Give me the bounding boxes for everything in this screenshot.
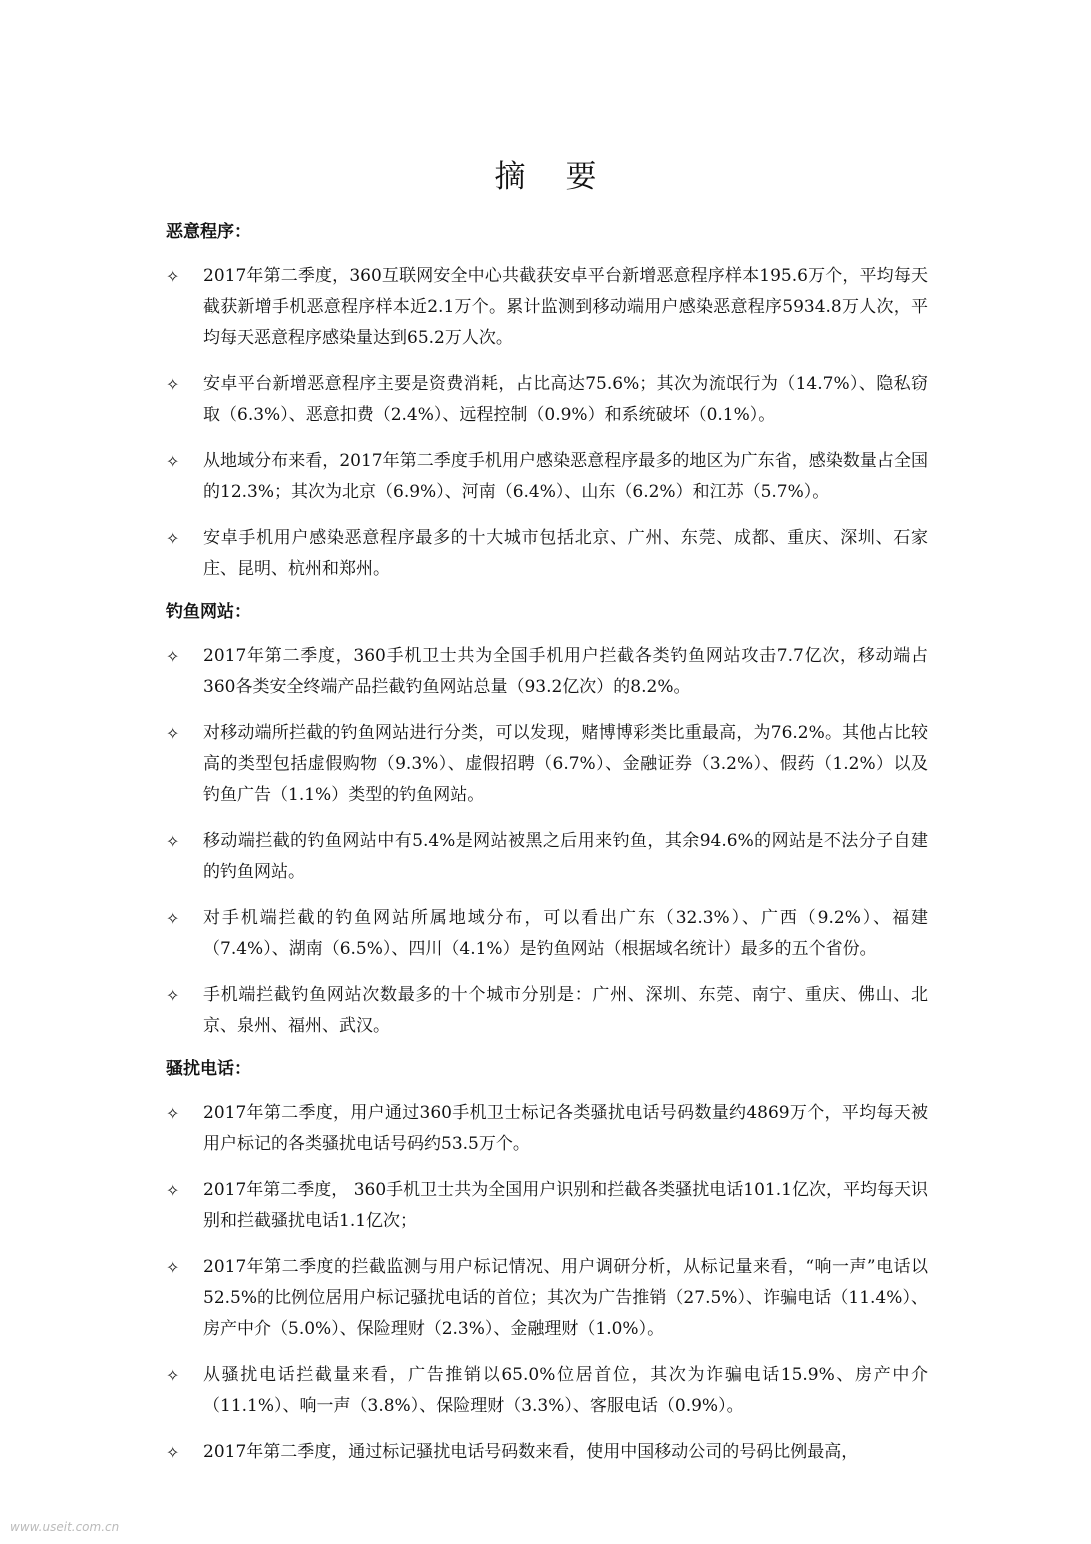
bullet-star-icon: ✧ bbox=[166, 986, 180, 1005]
bullet-star-icon: ✧ bbox=[166, 724, 180, 743]
page-title: 摘要 bbox=[494, 159, 637, 195]
bullet-star-icon: ✧ bbox=[166, 909, 180, 928]
document-content bbox=[166, 220, 928, 1483]
bullet-star-icon: ✧ bbox=[166, 1104, 180, 1123]
bullet-text: 2017年第二季度， 360手机卫士共为全国用户识别和拦截各类骚扰电话101.1亿次，平均每天识别和拦截骚扰电话1.1亿次； bbox=[203, 1180, 928, 1231]
section-heading: 钓鱼网站： bbox=[166, 602, 251, 622]
bullet-text: 移动端拦截的钓鱼网站中有5.4%是网站被黑之后用来钓鱼，其余94.6%的网站是不法分子自建的钓鱼网站。 bbox=[203, 831, 928, 882]
bullet-text: 对移动端所拦截的钓鱼网站进行分类，可以发现，赌博博彩类比重最高，为76.2%。其他占比较高的类型包括虚假购物（9.3%）、虚假招聘（6.7%）、金融证券（3.2%）、假药（1.2%）以及钓鱼广告（1.1%）类型的钓鱼网站。 bbox=[203, 723, 928, 805]
bullet-star-icon: ✧ bbox=[166, 1366, 180, 1385]
bullet-item bbox=[166, 641, 928, 703]
bullet-text: 安卓平台新增恶意程序主要是资费消耗，占比高达75.6%；其次为流氓行为（14.7%）、隐私窃取（6.3%）、恶意扣费（2.4%）、远程控制（0.9%）和系统破坏（0.1%）。 bbox=[203, 374, 928, 425]
watermark: www.useit.com.cn bbox=[10, 1520, 120, 1534]
bullet-text: 2017年第二季度，360互联网安全中心共截获安卓平台新增恶意程序样本195.6万个，平均每天截获新增手机恶意程序样本近2.1万个。累计监测到移动端用户感染恶意程序5934.8万人次，平均每天恶意程序感染量达到65.2万人次。 bbox=[203, 266, 928, 348]
bullet-star-icon: ✧ bbox=[166, 452, 180, 471]
bullet-star-icon: ✧ bbox=[166, 1443, 180, 1462]
bullet-item bbox=[166, 1098, 928, 1160]
bullet-item bbox=[166, 826, 928, 888]
section-heading: 骚扰电话： bbox=[166, 1059, 251, 1079]
bullet-star-icon: ✧ bbox=[166, 375, 180, 394]
bullet-item bbox=[166, 1360, 928, 1422]
bullet-text: 2017年第二季度的拦截监测与用户标记情况、用户调研分析，从标记量来看，“响一声”电话以52.5%的比例位居用户标记骚扰电话的首位；其次为广告推销（27.5%）、诈骗电话（11.4%）、房产中介（5.0%）、保险理财（2.3%）、金融理财（1.0%）。 bbox=[203, 1257, 928, 1339]
bullet-text: 从骚扰电话拦截量来看，广告推销以65.0%位居首位，其次为诈骗电话15.9%、房产中介（11.1%）、响一声（3.8%）、保险理财（3.3%）、客服电话（0.9%）。 bbox=[203, 1365, 928, 1416]
bullet-star-icon: ✧ bbox=[166, 1258, 180, 1277]
section-phishing bbox=[166, 600, 928, 1042]
bullet-item bbox=[166, 718, 928, 811]
bullet-item bbox=[166, 523, 928, 585]
bullet-text: 2017年第二季度，通过标记骚扰电话号码数来看，使用中国移动公司的号码比例最高， bbox=[203, 1442, 859, 1462]
bullet-star-icon: ✧ bbox=[166, 647, 180, 666]
bullet-item bbox=[166, 261, 928, 354]
bullet-item bbox=[166, 980, 928, 1042]
bullet-text: 2017年第二季度，360手机卫士共为全国手机用户拦截各类钓鱼网站攻击7.7亿次，移动端占360各类安全终端产品拦截钓鱼网站总量（93.2亿次）的8.2%。 bbox=[203, 646, 928, 697]
bullet-text: 对手机端拦截的钓鱼网站所属地域分布，可以看出广东（32.3%）、广西（9.2%）、福建（7.4%）、湖南（6.5%）、四川（4.1%）是钓鱼网站（根据域名统计）最多的五个省份。 bbox=[203, 908, 928, 959]
section-malware bbox=[166, 220, 928, 585]
section-heading: 恶意程序： bbox=[166, 222, 251, 242]
bullet-star-icon: ✧ bbox=[166, 1181, 180, 1200]
bullet-item bbox=[166, 369, 928, 431]
section-harassing-calls bbox=[166, 1057, 928, 1468]
bullet-text: 手机端拦截钓鱼网站次数最多的十个城市分别是：广州、深圳、东莞、南宁、重庆、佛山、北京、泉州、福州、武汉。 bbox=[203, 985, 928, 1036]
bullet-star-icon: ✧ bbox=[166, 267, 180, 286]
bullet-star-icon: ✧ bbox=[166, 832, 180, 851]
bullet-text: 安卓手机用户感染恶意程序最多的十大城市包括北京、广州、东莞、成都、重庆、深圳、石家庄、昆明、杭州和郑州。 bbox=[203, 528, 928, 579]
bullet-item bbox=[166, 446, 928, 508]
bullet-star-icon: ✧ bbox=[166, 529, 180, 548]
bullet-item bbox=[166, 1252, 928, 1345]
bullet-item bbox=[166, 903, 928, 965]
bullet-text: 2017年第二季度，用户通过360手机卫士标记各类骚扰电话号码数量约4869万个，平均每天被用户标记的各类骚扰电话号码约53.5万个。 bbox=[203, 1103, 928, 1154]
bullet-text: 从地域分布来看，2017年第二季度手机用户感染恶意程序最多的地区为广东省，感染数量占全国的12.3%；其次为北京（6.9%）、河南（6.4%）、山东（6.2%）和江苏（5.7%）。 bbox=[203, 451, 928, 502]
bullet-item bbox=[166, 1175, 928, 1237]
bullet-item bbox=[166, 1437, 928, 1468]
